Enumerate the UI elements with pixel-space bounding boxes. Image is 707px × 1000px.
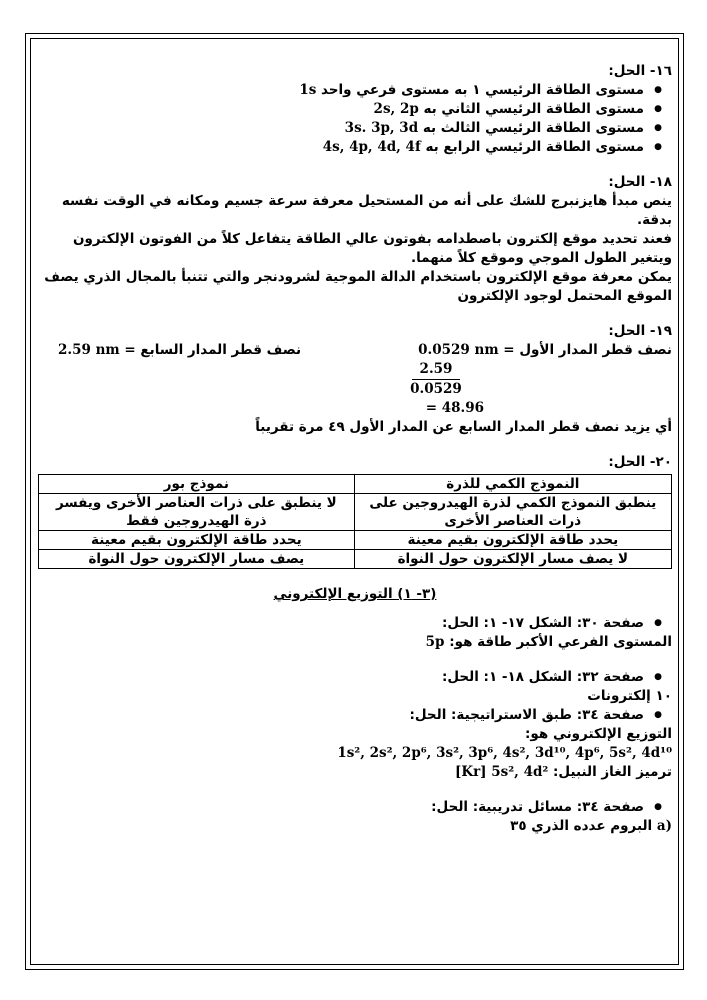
- table-header-row: [39, 475, 672, 494]
- section-title: (٣- ١) التوزيع الإلكتروني: [273, 586, 437, 602]
- q19-radii: [38, 341, 672, 360]
- q19-heading: ١٩- الحل:: [608, 323, 672, 339]
- table-row: [39, 494, 672, 531]
- q19-fraction: [376, 360, 496, 399]
- q18-paragraph-3: يمكن معرفة موقع الإلكترون باستخدام الدالة الموجية لشرودنجر والتي تتنبأ بالمجال الذري يصف الموقع المحتمل لوجود الإلكترون: [44, 269, 672, 304]
- list-item: ● صفحة ٣٤: طبق الاستراتيجية: الحل:: [38, 706, 644, 725]
- document-body: [38, 62, 672, 836]
- column-header-bohr: نموذج بور: [39, 475, 355, 494]
- p30-answer: المستوى الفرعي الأكبر طاقة هو: 5p: [425, 634, 672, 650]
- column-header-quantum: النموذج الكمي للذرة: [354, 475, 671, 494]
- q19-conclusion: أي يزيد نصف قطر المدار السابع عن المدار الأول ٤٩ مرة تقريباً: [255, 419, 672, 435]
- table-cell: يصف مسار الإلكترون حول النواة: [39, 550, 355, 569]
- q16-list: [38, 81, 672, 157]
- table-cell: يحدد طاقة الإلكترون بقيم معينة: [354, 531, 671, 550]
- q19-radius-seventh: نصف قطر المدار السابع = 2.59 nm: [58, 342, 302, 358]
- list-item: ● مستوى الطاقة الرئيسي الثاني به 2s, 2p: [38, 100, 644, 119]
- list-item: ● صفحة ٣٠: الشكل ١٧- ١: الحل:: [38, 614, 644, 633]
- table-row: [39, 550, 672, 569]
- p32-list: [38, 668, 672, 687]
- list-item: ● مستوى الطاقة الرئيسي ١ به مستوى فرعي واحد 1s: [38, 81, 644, 100]
- electron-configuration: 1s², 2s², 2p⁶, 3s², 3p⁶, 4s², 3d¹⁰, 4p⁶, 5s², 4d¹⁰: [337, 745, 672, 761]
- q18-heading: ١٨- الحل:: [608, 174, 672, 190]
- p34-strategy-list: [38, 706, 672, 725]
- list-item: ● صفحة ٣٢: الشكل ١٨- ١: الحل:: [38, 668, 644, 687]
- table-cell: ينطبق النموذج الكمي لذرة الهيدروجين على ذرات العناصر الأخرى: [354, 494, 671, 531]
- q16-heading: ١٦- الحل:: [608, 63, 672, 79]
- comparison-table: [38, 474, 672, 569]
- q19-radius-first: نصف قطر المدار الأول = 0.0529 nm: [418, 342, 672, 358]
- practice-item-a: a) البروم عدده الذري ٣٥: [510, 818, 672, 834]
- p34-practice-list: [38, 798, 672, 817]
- table-cell: لا يصف مسار الإلكترون حول النواة: [354, 550, 671, 569]
- list-item: ● صفحة ٣٤: مسائل تدريبية: الحل:: [38, 798, 644, 817]
- p30-list: [38, 614, 672, 633]
- table-cell: يحدد طاقة الإلكترون بقيم معينة: [39, 531, 355, 550]
- list-item: ● مستوى الطاقة الرئيسي الرابع به 4s, 4p, 4d, 4f: [38, 138, 644, 157]
- fraction-numerator: 2.59: [412, 360, 461, 380]
- table-cell: لا ينطبق على ذرات العناصر الأخرى ويفسر ذرة الهيدروجين فقط: [39, 494, 355, 531]
- table-row: [39, 531, 672, 550]
- list-item: ● مستوى الطاقة الرئيسي الثالث به 3s. 3p, 3d: [38, 119, 644, 138]
- q18-paragraph-1: ينص مبدأ هايزنبرج للشك على أنه من المستحيل معرفة سرعة جسيم ومكانه في الوقت نفسه بدقة.: [61, 193, 672, 228]
- q18-paragraph-2: فعند تحديد موقع إلكترون باصطدامه بفوتون عالي الطاقة يتفاعل كلاً من الفوتون الإلكترون ويتغير الطول الموجي وموقع كلاً منهما.: [72, 231, 672, 266]
- fraction-denominator: 0.0529: [410, 381, 462, 397]
- noble-gas-notation: ترميز الغاز النبيل: [Kr] 5s², 4d²: [454, 764, 672, 780]
- q20-heading: ٢٠- الحل:: [608, 454, 672, 470]
- p32-answer: ١٠ إلكترونات: [587, 688, 672, 704]
- q19-result: = 48.96: [425, 400, 484, 416]
- config-label: التوزيع الإلكتروني هو:: [525, 726, 672, 742]
